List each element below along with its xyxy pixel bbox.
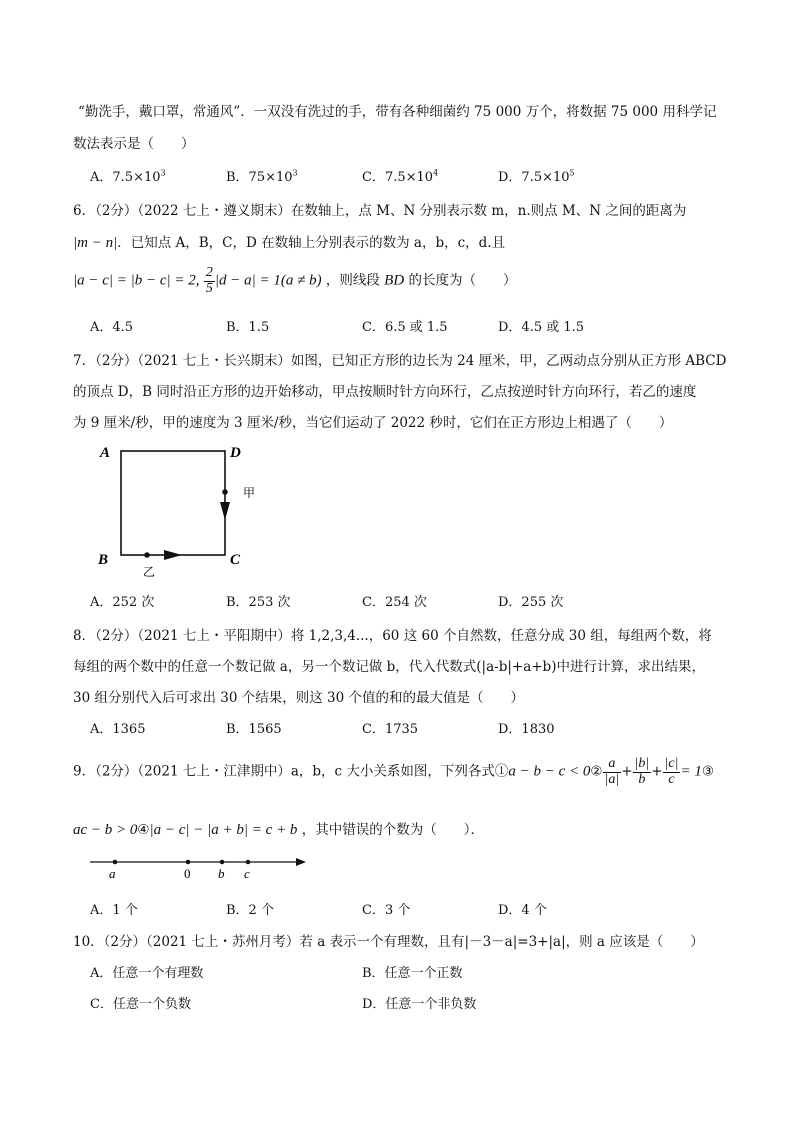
q9-frac3: $\frac{|c|}{c}$ [664,756,679,787]
label-b: b [218,866,225,881]
q8-line2: 每组的两个数中的任意一个数记做 a，另一个数记做 b，代入代数式(|a-b|+a+b)中进行计算，求出结果， [73,659,705,675]
q9-line1: 9．（2分）（2021 七上・江津期中）a，b，c 大小关系如图，下列各式①a − b − c < 0② $\frac{a}{|a|}$ + $\frac{|b|}{b}$ + $\frac{|c|}{c}$ = 1③ [73,756,714,787]
q10-line1: 10．（2分）（2021 七上・苏州月考）若 a 表示一个有理数，且有|－3－a|=3+|a|，则 a 应该是（ ） [73,934,704,950]
q9-expr4: |a − c| − |a + b| = c + b [149,822,298,838]
vertex-d-label: D [230,445,241,461]
square-abcd [121,451,225,555]
q5-option-a: A．$7.5\times 10^3$ [90,168,166,185]
q7-option-c: C．254 次 [362,595,427,610]
q7-square-figure [90,436,270,581]
q6-equation-left: |a − c| = |b − c| = 2, [73,272,200,289]
number-line-arrow-icon [296,858,306,866]
q6-option-c: C．6.5 或 1.5 [362,320,448,335]
q6-line1: 6．（2分）（2022 七上・遵义期末）在数轴上，点 M、N 分别表示数 m，n.则点 M、N 之间的距离为 [73,203,687,219]
q9-frac2: $\frac{|b|}{b}$ [634,756,650,787]
q6-option-d: D．4.5 或 1.5 [498,320,585,335]
q9-option-a: A．1 个 [90,903,138,918]
q10-option-c: C．任意一个负数 [90,997,191,1012]
point-b [220,860,225,865]
q9-frac1: $\frac{a}{|a|}$ [604,756,620,787]
q5-option-c: C．$7.5\times 10^4$ [362,168,439,185]
q7-option-d: D．255 次 [498,595,564,610]
label-jia: 甲 [243,486,256,500]
q10-option-b: B．任意一个正数 [362,966,463,981]
q6-equation-right: |d − a| = 1(a ≠ b) [214,272,322,289]
q6-segment: BD [384,272,405,289]
q6-option-a: A．4.5 [90,320,134,335]
vertex-c-label: C [230,552,241,568]
q6-abs-expr: |m − n| [73,235,118,251]
q6-line2: |m − n|．已知点 A，B，C，D 在数轴上分别表示的数为 a，b，c，d.且 [73,235,506,251]
q8-option-c: C．1735 [362,722,419,737]
point-yi [144,552,150,558]
q9-option-b: B．2 个 [226,903,274,918]
vertex-b-label: B [98,552,109,568]
point-jia [222,489,228,495]
point-zero [186,860,191,865]
q8-option-a: A．1365 [90,722,146,737]
q6-fraction: $\frac{2}{5}$ [205,265,213,296]
q10-option-d: D．任意一个非负数 [362,997,477,1012]
label-zero: 0 [184,866,191,881]
q7-line2: 的顶点 D，B 同时沿正方形的边开始移动，甲点按顺时针方向环行，乙点按逆时针方向环行，若乙的速度 [73,384,697,400]
q8-option-b: B．1565 [226,722,282,737]
q9-line2: ac − b > 0④|a − c| − |a + b| = c + b ，其中错误的个数为（ ）． [73,822,484,838]
q5-option-b: B．$75\times 10^3$ [226,168,298,185]
q5-line1: “勤洗手，戴口罩，常通风”．一双没有洗过的手，带有各种细菌约 75 000 万个，将数据 75 000 用科学记 [78,104,717,120]
label-yi: 乙 [143,565,156,579]
label-a: a [109,866,116,881]
q5-line2: 数法表示是（ ） [73,136,195,152]
arrow-right-icon [164,550,182,560]
q7-line3: 为 9 厘米/秒，甲的速度为 3 厘米/秒，当它们运动了 2022 秒时，它们在正方形边上相遇了（ ） [73,415,673,431]
q7-option-a: A．252 次 [90,595,155,610]
vertex-a-label: A [100,445,111,461]
q9-option-c: C．3 个 [362,903,411,918]
q8-option-d: D．1830 [498,722,555,737]
q7-line1: 7．（2分）（2021 七上・长兴期末）如图，已知正方形的边长为 24 厘米，甲，乙两动点分别从正方形 ABCD [73,353,727,369]
point-a [113,860,118,865]
q8-line1: 8．（2分）（2021 七上・平阳期中）将 1,2,3,4...，60 这 60 个自然数，任意分成 30 组，每组两个数，将 [73,628,712,644]
point-c [246,860,251,865]
arrow-down-icon [220,502,230,520]
q9-expr3: ac − b > 0 [73,822,138,838]
q6-option-b: B．1.5 [226,320,270,335]
q6-line3: |a − c| = |b − c| = 2, $\frac{2}{5}$ |d − a| = 1(a ≠ b) ，则线段 BD 的长度为（ ） [73,265,517,296]
q8-line3: 30 组分别代入后可求出 30 个结果，则这 30 个值的和的最大值是（ ） [73,690,524,706]
q9-option-d: D．4 个 [498,903,547,918]
label-c: c [244,866,250,881]
q9-expr1: a − b − c < 0 [508,763,591,780]
q9-number-line [88,848,318,884]
q7-option-b: B．253 次 [226,595,291,610]
q5-option-d: D．$7.5\times 10^5$ [498,168,575,185]
q10-option-a: A．任意一个有理数 [90,966,204,981]
